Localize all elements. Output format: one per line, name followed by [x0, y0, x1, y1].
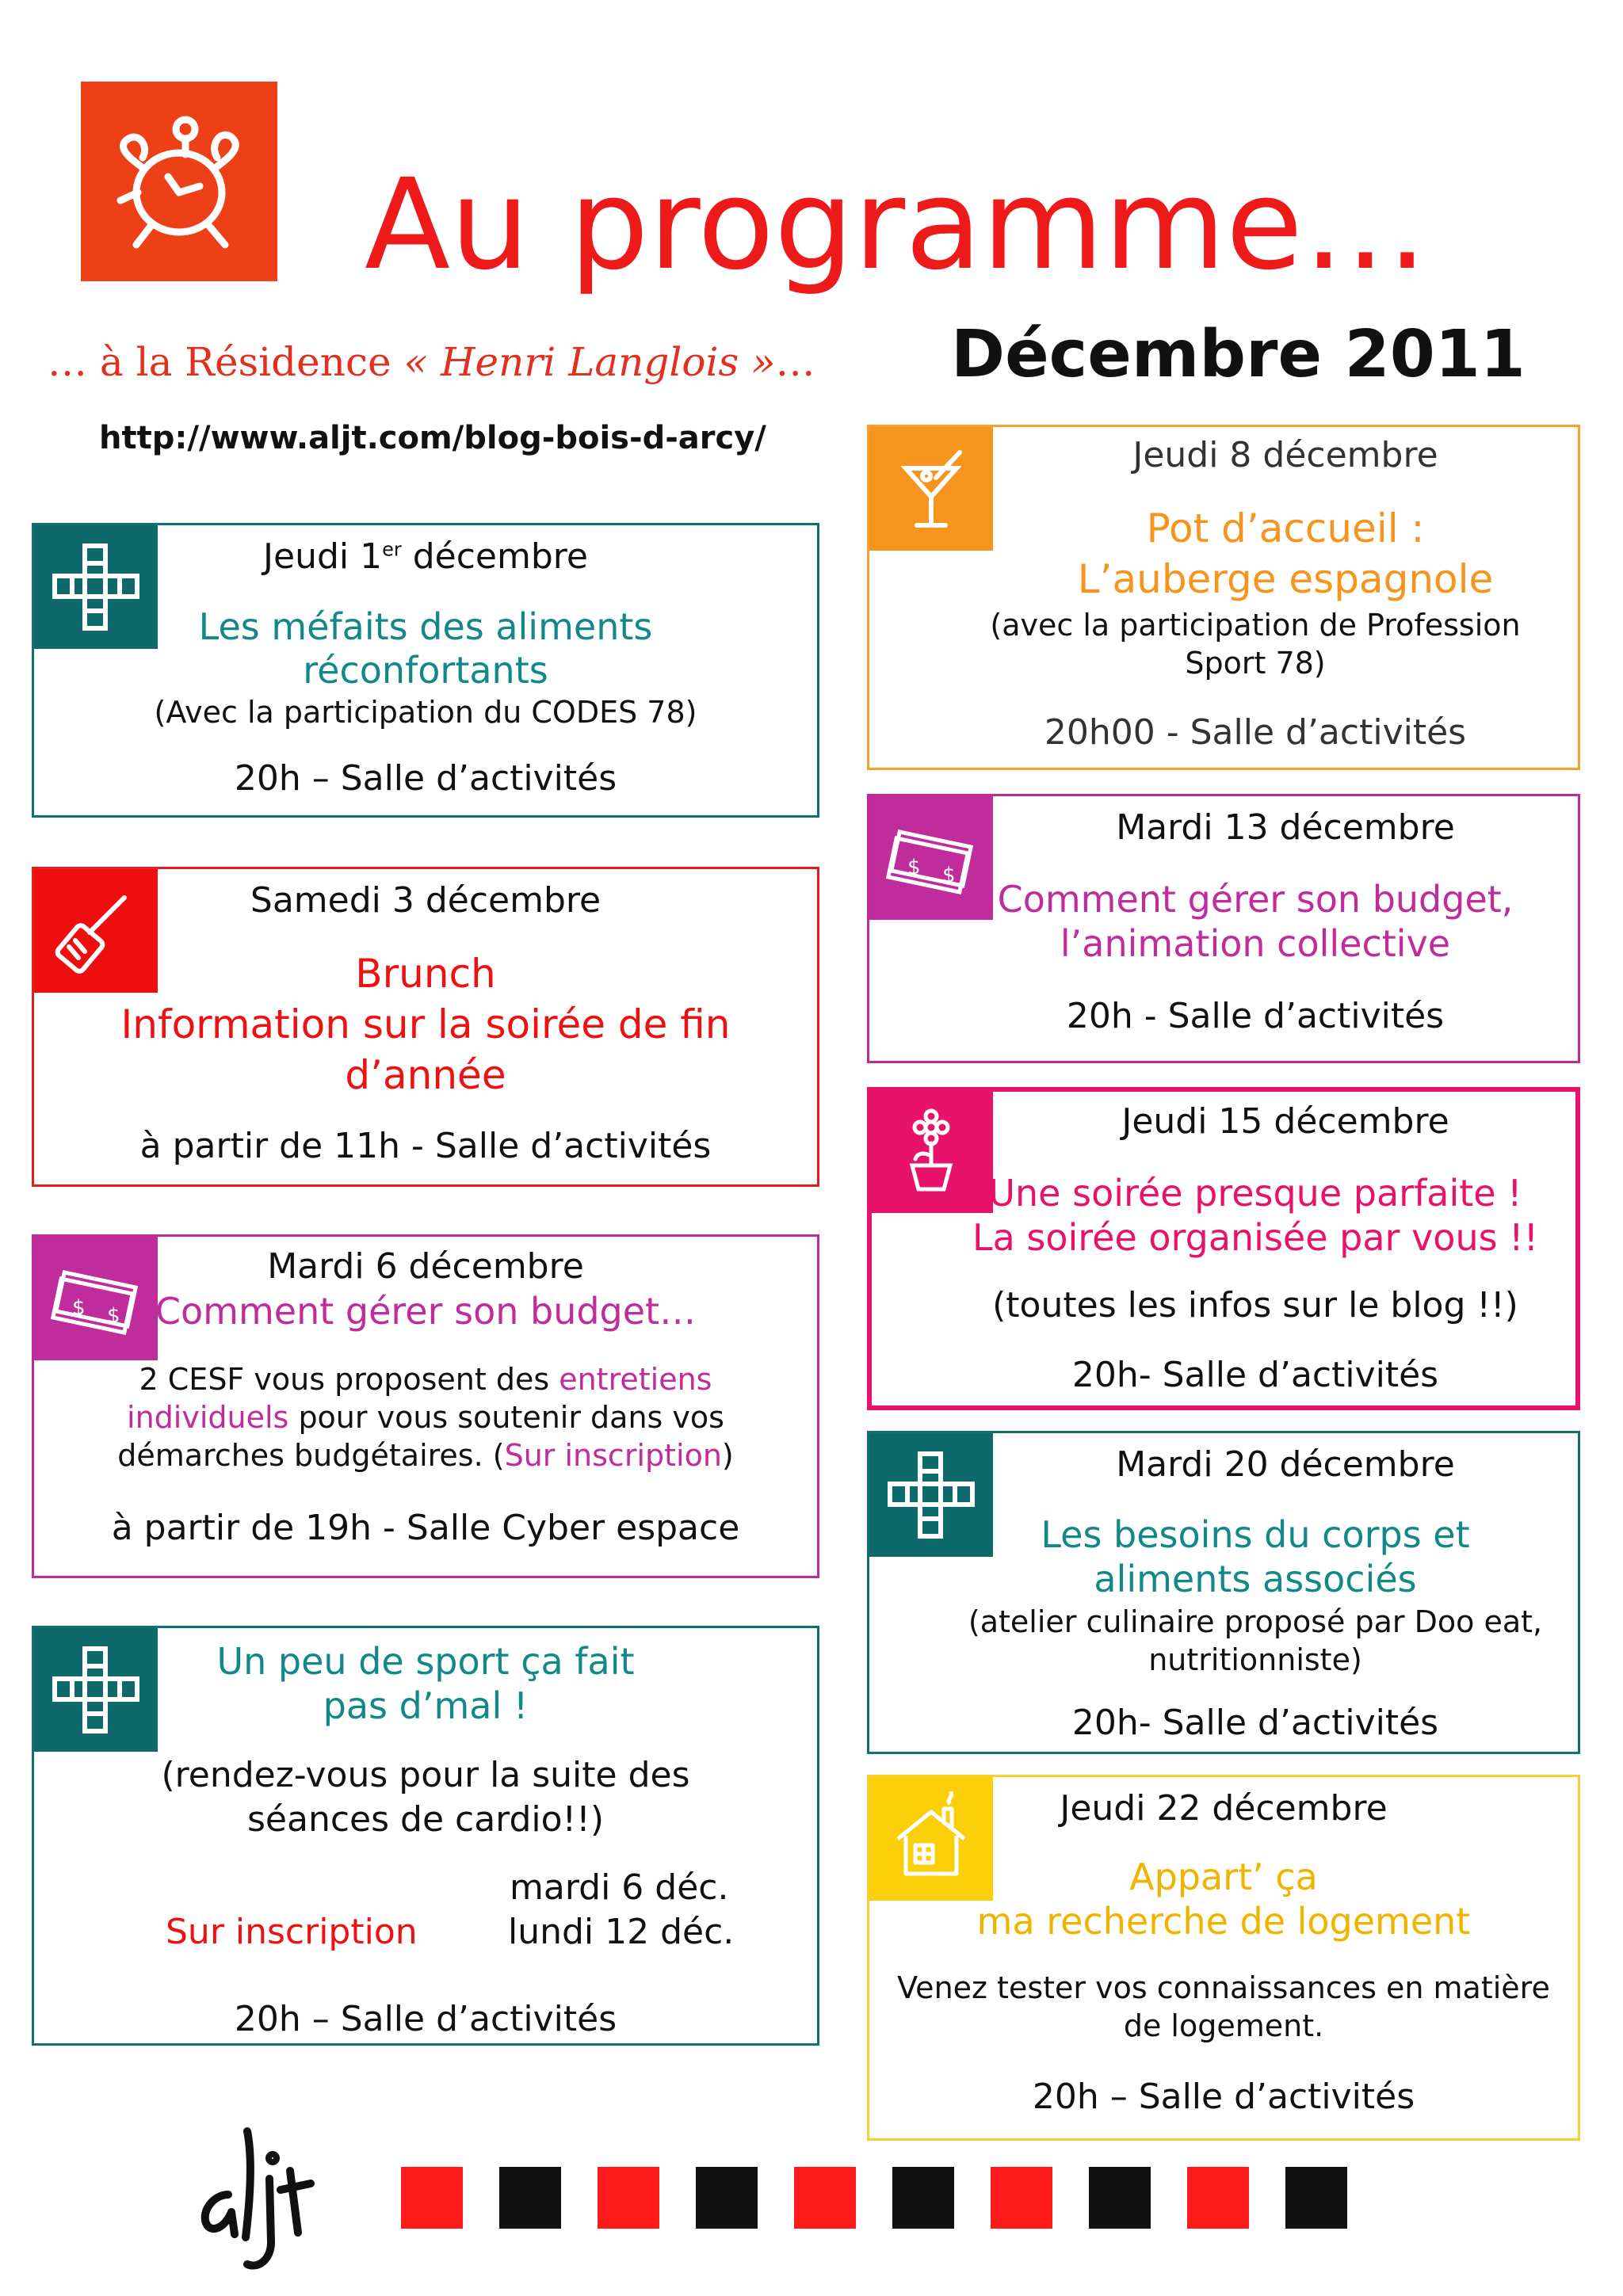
residence-subtitle — [48, 339, 815, 385]
event-title-line: Une soirée presque parfaite ! — [988, 1172, 1522, 1215]
event-title-line: ma recherche de logement — [976, 1900, 1471, 1943]
decorative-square — [991, 2167, 1052, 2229]
event-card-jeudi-8 — [867, 425, 1580, 770]
event-title-line: Comment gérer son budget… — [155, 1290, 697, 1333]
event-card-jeudi-15 — [867, 1087, 1580, 1410]
subtitle-suffix: … — [775, 339, 815, 385]
event-note: (avec la participation de Profession — [990, 608, 1521, 643]
svg-text:$: $ — [907, 856, 921, 879]
event-note: nutritionniste) — [1148, 1642, 1362, 1677]
crab-alarm-icon — [81, 82, 277, 281]
event-note: Sport 78) — [1185, 646, 1326, 681]
event-time-location: 20h - Salle d’activités — [1066, 996, 1445, 1036]
event-note: de logement. — [1123, 2008, 1324, 2043]
event-title-line: d’année — [345, 1052, 506, 1098]
decorative-square — [1285, 2167, 1347, 2229]
event-note: (atelier culinaire proposé par Doo eat, — [968, 1604, 1543, 1639]
svg-text:$: $ — [107, 1304, 120, 1328]
event-date: Jeudi 1er décembre — [263, 536, 588, 577]
decorative-square — [794, 2167, 856, 2229]
event-title-line: Pot d’accueil : — [1146, 505, 1425, 551]
cocktail-icon — [869, 427, 993, 551]
event-card-mardi-13 — [867, 794, 1580, 1063]
event-time-location: 20h – Salle d’activités — [234, 758, 617, 799]
session-date: mardi 6 déc. — [510, 1867, 729, 1908]
event-note: (toutes les infos sur le blog !!) — [992, 1285, 1518, 1325]
subtitle-prefix: … à la Résidence — [48, 339, 404, 385]
event-title-line: aliments associés — [1094, 1558, 1417, 1600]
event-description-line: 2 CESF vous proposent des entretiens — [139, 1362, 712, 1397]
event-card-samedi-3 — [32, 867, 819, 1187]
event-note: (rendez-vous pour la suite des — [161, 1755, 690, 1795]
event-time-location: 20h – Salle d’activités — [234, 1999, 617, 2039]
event-title-line: pas d’mal ! — [323, 1684, 529, 1727]
event-title-line: Appart’ ça — [1129, 1855, 1318, 1898]
event-title-line: Les méfaits des aliments — [198, 605, 653, 648]
decorative-square — [598, 2167, 659, 2229]
svg-text:$: $ — [72, 1296, 86, 1320]
month-heading: Décembre 2011 — [951, 317, 1526, 392]
event-card-mardi-6 — [32, 1234, 819, 1578]
decorative-square — [1187, 2167, 1249, 2229]
decorative-square — [1089, 2167, 1151, 2229]
event-note: (Avec la participation du CODES 78) — [154, 695, 697, 730]
signup-label: Sur inscription — [166, 1912, 418, 1952]
event-card-jeudi-1 — [32, 523, 819, 818]
event-time-location: à partir de 11h - Salle d’activités — [139, 1126, 712, 1166]
decorative-square — [892, 2167, 954, 2229]
event-title-line: Un peu de sport ça fait — [216, 1640, 635, 1683]
event-title-line: La soirée organisée par vous !! — [972, 1216, 1539, 1259]
event-date: Mardi 6 décembre — [267, 1246, 584, 1287]
event-date: Jeudi 22 décembre — [1060, 1788, 1388, 1829]
event-title-line: Brunch — [355, 951, 496, 997]
event-title-line: L’auberge espagnole — [1077, 556, 1494, 602]
blog-url[interactable]: http://www.aljt.com/blog-bois-d-arcy/ — [99, 420, 766, 456]
event-date: Mardi 20 décembre — [1116, 1444, 1455, 1485]
event-title-line: Les besoins du corps et — [1041, 1513, 1470, 1556]
event-date: Samedi 3 décembre — [250, 880, 601, 921]
page-title: Au programme… — [365, 152, 1428, 298]
event-date: Jeudi 8 décembre — [1132, 435, 1438, 475]
event-date: Jeudi 15 décembre — [1121, 1101, 1449, 1142]
event-title-line: l’animation collective — [1060, 922, 1451, 965]
svg-text:$: $ — [942, 864, 956, 887]
decorative-square — [696, 2167, 758, 2229]
session-date: lundi 12 déc. — [508, 1912, 735, 1952]
event-time-location: 20h00 - Salle d’activités — [1044, 712, 1467, 753]
event-note: séances de cardio!!) — [247, 1799, 604, 1840]
residence-name: « Henri Langlois » — [403, 339, 776, 385]
decorative-square — [499, 2167, 561, 2229]
event-title-line: Comment gérer son budget, — [997, 878, 1514, 921]
event-card-sport — [32, 1626, 819, 2046]
aljt-logo — [190, 2076, 333, 2274]
event-description-line: démarches budgétaires. (Sur inscription) — [117, 1438, 734, 1473]
residence-logo — [81, 82, 277, 281]
event-time-location: 20h- Salle d’activités — [1071, 1355, 1439, 1395]
event-time-location: 20h – Salle d’activités — [1032, 2077, 1415, 2117]
event-description-line: individuels pour vous soutenir dans vos — [127, 1400, 724, 1435]
event-note: Venez tester vos connaissances en matière — [897, 1970, 1550, 2005]
event-card-jeudi-22 — [867, 1775, 1580, 2141]
event-title-line: Information sur la soirée de fin — [120, 1001, 731, 1047]
event-card-mardi-20 — [867, 1431, 1580, 1754]
event-date: Mardi 13 décembre — [1116, 807, 1455, 848]
event-time-location: à partir de 19h - Salle Cyber espace — [111, 1508, 740, 1548]
decorative-square — [401, 2167, 463, 2229]
event-title-line: réconfortants — [303, 649, 548, 692]
event-time-location: 20h- Salle d’activités — [1071, 1703, 1439, 1743]
